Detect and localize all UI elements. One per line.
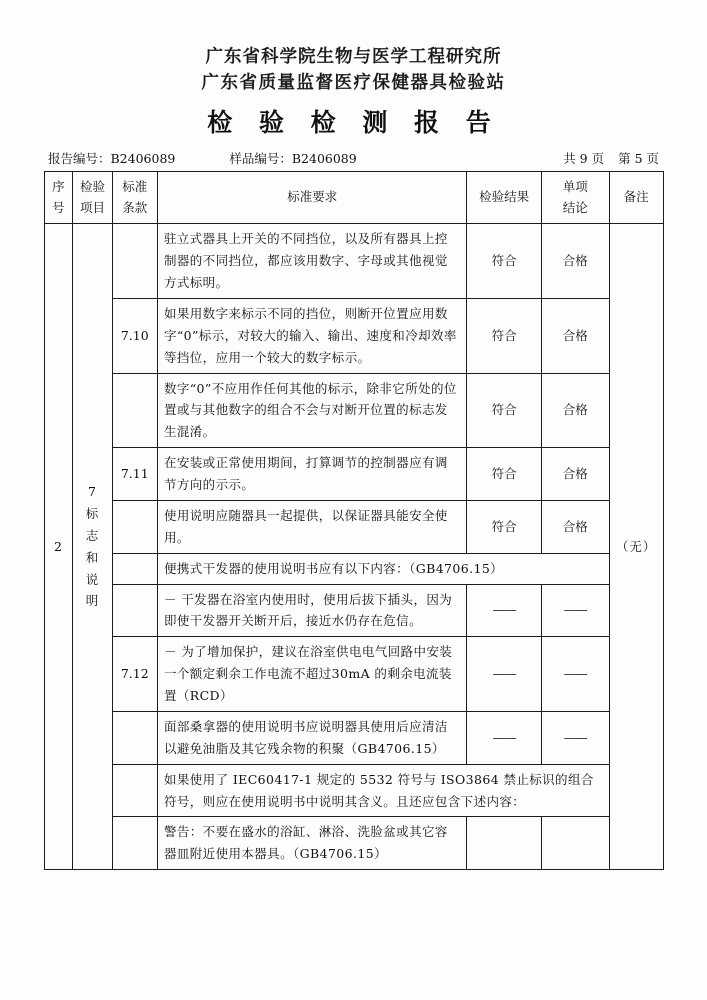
org-line-2: 广东省质量监督医疗保健器具检验站 [201,73,506,94]
cell-conclusion: 合格 [541,298,609,373]
cell-item-line1: 7 [88,484,97,500]
cell-clause [112,500,157,553]
column-header-result: 检验结果 [467,171,541,224]
cell-conclusion: 合格 [541,448,609,501]
cell-result: 符合 [467,224,541,299]
cell-requirement: 在安装或正常使用期间，打算调节的控制器应有调节方向的示示。 [157,448,467,501]
cell-clause: 7.12 [112,637,157,712]
cell-requirement: － 干发器在浴室内使用时，使用后拔下插头，因为即使干发器开关断开后，接近水仍存在危信。 [157,584,467,637]
cell-clause [112,584,157,637]
cell-result [467,817,541,870]
column-header-conclusion [541,171,609,224]
table-row [44,448,663,501]
column-header-item-line2: 项目 [79,200,105,216]
cell-remark: （无） [609,224,663,870]
cell-conclusion: 合格 [541,373,609,448]
cell-result: —— [467,637,541,712]
column-header-conclusion-line2: 结论 [562,200,588,216]
meta-left [48,149,357,167]
inspection-table [44,171,664,871]
cell-clause [112,373,157,448]
cell-result: 符合 [467,500,541,553]
cell-conclusion: —— [541,584,609,637]
cell-result: —— [467,584,541,637]
cell-requirement: 便携式干发器的使用说明书应有以下内容：（GB4706.15） [157,553,609,584]
table-row [44,553,663,584]
table-row [44,224,663,299]
table-row [44,817,663,870]
cell-item-line2: 标志 [85,505,100,543]
column-header-requirement: 标准要求 [157,171,467,224]
table-row [44,584,663,637]
cell-clause: 7.10 [112,298,157,373]
cell-item-line3: 和说 [85,549,100,587]
cell-requirement: 面部桑拿器的使用说明书应说明器具使用后应清洁以避免油脂及其它残余物的积聚（GB4706.15） [157,711,467,764]
cell-clause [112,817,157,870]
cell-clause [112,711,157,764]
cell-requirement: 警告：不要在盛水的浴缸、淋浴、洗脸盆或其它容器皿附近使用本器具。（GB4706.15） [157,817,467,870]
cell-conclusion: 合格 [541,500,609,553]
column-header-clause-line2: 条款 [122,200,148,216]
table-row [44,500,663,553]
column-header-clause [112,171,157,224]
column-header-seq [44,171,73,224]
column-header-item-line1: 检验 [79,178,105,194]
cell-result: 符合 [467,448,541,501]
table-row [44,298,663,373]
cell-result: —— [467,711,541,764]
page-header [0,0,707,139]
current-page: 第 5 页 [618,150,659,166]
column-header-seq-line2: 号 [52,200,65,216]
cell-conclusion [541,817,609,870]
page-title: 检 验 检 测 报 告 [207,107,500,137]
cell-requirement: 如果使用了 IEC60417-1 规定的 5532 符号与 ISO3864 禁止标识的组合符号，则应在使用说明书中说明其含义。且还应包含下述内容： [157,764,609,817]
cell-requirement: 驻立式器具上开关的不同挡位，以及所有器具上控制器的不同挡位，都应该用数字、字母或其他视觉方式标明。 [157,224,467,299]
meta-row [48,149,665,167]
cell-requirement: － 为了增加保护，建议在浴室供电电气回路中安装一个额定剩余工作电流不超过30mA 的剩余电流装置（RCD） [157,637,467,712]
cell-clause [112,764,157,817]
cell-clause: 7.11 [112,448,157,501]
column-header-item [73,171,112,224]
cell-requirement: 使用说明应随器具一起提供，以保证器具能安全使用。 [157,500,467,553]
sample-number: 样品编号：B2406089 [229,150,357,166]
cell-conclusion: —— [541,711,609,764]
column-header-clause-line1: 标准 [122,178,148,194]
cell-conclusion: —— [541,637,609,712]
column-header-conclusion-line1: 单项 [562,178,588,194]
cell-clause [112,553,157,584]
table-row [44,373,663,448]
cell-result: 符合 [467,298,541,373]
cell-seq: 2 [44,224,73,870]
cell-result: 符合 [467,373,541,448]
org-line-1: 广东省科学院生物与医学工程研究所 [205,47,502,67]
table-row [44,711,663,764]
table-header-row [44,171,663,224]
table-row [44,637,663,712]
total-pages: 共 9 页 [563,150,605,166]
meta-right [563,149,665,167]
cell-requirement: 如果用数字来标示不同的挡位，则断开位置应用数字“0”标示，对较大的输入、输出、速度和冷却效率等挡位，应用一个较大的数字标示。 [157,298,467,373]
column-header-seq-line1: 序 [52,178,65,194]
cell-conclusion: 合格 [541,224,609,299]
report-number: 报告编号：B2406089 [48,150,176,166]
cell-requirement: 数字“0”不应用作任何其他的标示，除非它所处的位置或与其他数字的组合不会与对断开位置的标志发生混淆。 [157,373,467,448]
cell-item-line4: 明 [85,593,100,609]
column-header-remark: 备注 [609,171,663,224]
table-row [44,764,663,817]
cell-item [73,224,112,870]
cell-clause [112,224,157,299]
